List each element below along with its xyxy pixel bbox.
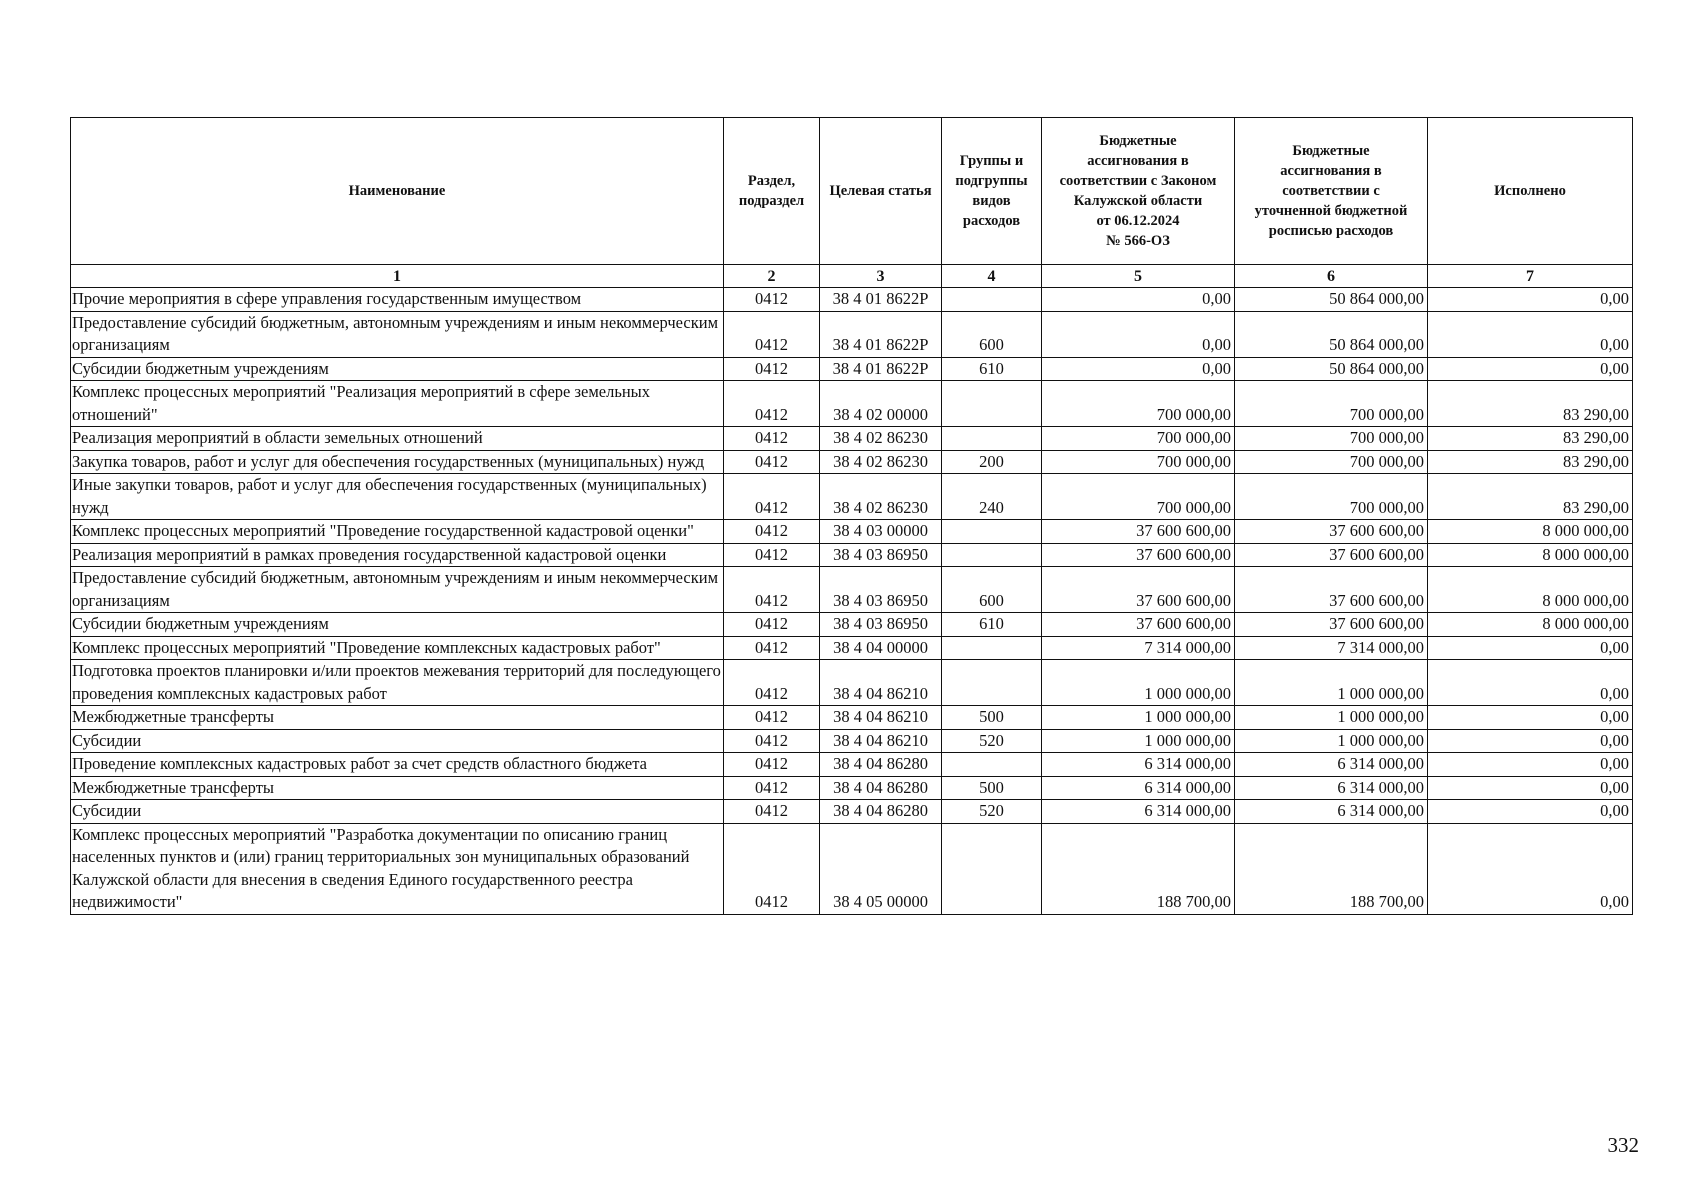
table-row xyxy=(71,381,1633,427)
row-plan-allocation: 1 000 000,00 xyxy=(1235,706,1428,730)
row-plan-allocation: 37 600 600,00 xyxy=(1235,543,1428,567)
row-plan-allocation: 1 000 000,00 xyxy=(1235,729,1428,753)
row-section: 0412 xyxy=(724,823,820,914)
row-plan-allocation: 188 700,00 xyxy=(1235,823,1428,914)
column-number: 3 xyxy=(820,265,942,288)
header-target: Целевая статья xyxy=(820,118,942,265)
row-executed: 83 290,00 xyxy=(1428,450,1633,474)
row-section: 0412 xyxy=(724,753,820,777)
table-row xyxy=(71,357,1633,381)
row-executed: 8 000 000,00 xyxy=(1428,567,1633,613)
row-target: 38 4 02 86230 xyxy=(820,450,942,474)
table-row xyxy=(71,311,1633,357)
row-executed: 0,00 xyxy=(1428,311,1633,357)
row-group: 610 xyxy=(942,613,1042,637)
page-number: 332 xyxy=(1607,1133,1639,1157)
row-name: Прочие мероприятия в сфере управления государственным имуществом xyxy=(71,288,724,312)
column-number: 7 xyxy=(1428,265,1633,288)
row-target: 38 4 01 8622Р xyxy=(820,357,942,381)
row-name: Субсидии бюджетным учреждениям xyxy=(71,357,724,381)
table-body xyxy=(71,288,1633,915)
row-target: 38 4 01 8622Р xyxy=(820,288,942,312)
table-row xyxy=(71,543,1633,567)
row-group: 520 xyxy=(942,800,1042,824)
row-target: 38 4 02 86230 xyxy=(820,474,942,520)
table-row xyxy=(71,427,1633,451)
row-law-allocation: 37 600 600,00 xyxy=(1042,613,1235,637)
row-group xyxy=(942,427,1042,451)
table-row xyxy=(71,613,1633,637)
column-number-row xyxy=(71,265,1633,288)
column-number: 4 xyxy=(942,265,1042,288)
row-target: 38 4 04 86210 xyxy=(820,729,942,753)
row-executed: 0,00 xyxy=(1428,660,1633,706)
row-target: 38 4 04 86280 xyxy=(820,776,942,800)
row-section: 0412 xyxy=(724,288,820,312)
row-group xyxy=(942,543,1042,567)
row-group xyxy=(942,288,1042,312)
row-target: 38 4 03 86950 xyxy=(820,613,942,637)
row-executed: 0,00 xyxy=(1428,753,1633,777)
row-section: 0412 xyxy=(724,474,820,520)
row-executed: 8 000 000,00 xyxy=(1428,543,1633,567)
row-section: 0412 xyxy=(724,450,820,474)
row-section: 0412 xyxy=(724,567,820,613)
row-section: 0412 xyxy=(724,357,820,381)
row-executed: 0,00 xyxy=(1428,800,1633,824)
row-target: 38 4 02 00000 xyxy=(820,381,942,427)
row-plan-allocation: 700 000,00 xyxy=(1235,474,1428,520)
row-name: Предоставление субсидий бюджетным, автономным учреждениям и иным некоммерческим организациям xyxy=(71,567,724,613)
row-name: Предоставление субсидий бюджетным, автономным учреждениям и иным некоммерческим организациям xyxy=(71,311,724,357)
row-target: 38 4 04 86210 xyxy=(820,706,942,730)
row-plan-allocation: 50 864 000,00 xyxy=(1235,357,1428,381)
table-row xyxy=(71,729,1633,753)
row-section: 0412 xyxy=(724,800,820,824)
row-executed: 0,00 xyxy=(1428,706,1633,730)
row-group xyxy=(942,753,1042,777)
row-plan-allocation: 6 314 000,00 xyxy=(1235,753,1428,777)
row-group: 600 xyxy=(942,567,1042,613)
row-group: 500 xyxy=(942,706,1042,730)
row-name: Комплекс процессных мероприятий "Проведение комплексных кадастровых работ" xyxy=(71,636,724,660)
row-name: Комплекс процессных мероприятий "Реализация мероприятий в сфере земельных отношений" xyxy=(71,381,724,427)
row-plan-allocation: 1 000 000,00 xyxy=(1235,660,1428,706)
column-number: 1 xyxy=(71,265,724,288)
table-row xyxy=(71,800,1633,824)
row-name: Подготовка проектов планировки и/или проектов межевания территорий для последующего проведения комплексных кадастровых работ xyxy=(71,660,724,706)
row-executed: 0,00 xyxy=(1428,636,1633,660)
row-name: Субсидии xyxy=(71,800,724,824)
row-executed: 83 290,00 xyxy=(1428,427,1633,451)
row-law-allocation: 1 000 000,00 xyxy=(1042,660,1235,706)
table-row xyxy=(71,660,1633,706)
row-executed: 83 290,00 xyxy=(1428,474,1633,520)
header-section: Раздел, подраздел xyxy=(724,118,820,265)
row-law-allocation: 37 600 600,00 xyxy=(1042,543,1235,567)
row-law-allocation: 7 314 000,00 xyxy=(1042,636,1235,660)
row-group xyxy=(942,636,1042,660)
row-plan-allocation: 37 600 600,00 xyxy=(1235,567,1428,613)
table-row xyxy=(71,753,1633,777)
row-target: 38 4 04 86280 xyxy=(820,753,942,777)
row-group xyxy=(942,520,1042,544)
row-target: 38 4 01 8622Р xyxy=(820,311,942,357)
row-section: 0412 xyxy=(724,381,820,427)
row-name: Проведение комплексных кадастровых работ за счет средств областного бюджета xyxy=(71,753,724,777)
row-law-allocation: 0,00 xyxy=(1042,357,1235,381)
row-target: 38 4 04 86280 xyxy=(820,800,942,824)
row-target: 38 4 04 86210 xyxy=(820,660,942,706)
row-law-allocation: 37 600 600,00 xyxy=(1042,520,1235,544)
row-law-allocation: 700 000,00 xyxy=(1042,450,1235,474)
row-plan-allocation: 37 600 600,00 xyxy=(1235,613,1428,637)
row-group: 520 xyxy=(942,729,1042,753)
column-number: 2 xyxy=(724,265,820,288)
row-section: 0412 xyxy=(724,706,820,730)
row-target: 38 4 03 86950 xyxy=(820,567,942,613)
row-section: 0412 xyxy=(724,427,820,451)
row-law-allocation: 188 700,00 xyxy=(1042,823,1235,914)
row-target: 38 4 03 86950 xyxy=(820,543,942,567)
row-plan-allocation: 7 314 000,00 xyxy=(1235,636,1428,660)
row-group: 610 xyxy=(942,357,1042,381)
row-executed: 8 000 000,00 xyxy=(1428,520,1633,544)
row-executed: 0,00 xyxy=(1428,823,1633,914)
header-name: Наименование xyxy=(71,118,724,265)
column-number: 5 xyxy=(1042,265,1235,288)
table-row xyxy=(71,636,1633,660)
row-plan-allocation: 50 864 000,00 xyxy=(1235,311,1428,357)
row-name: Реализация мероприятий в области земельных отношений xyxy=(71,427,724,451)
header-law-allocation: Бюджетные ассигнования в соответствии с Законом Калужской области от 06.12.2024 № 566-ОЗ xyxy=(1042,118,1235,265)
row-section: 0412 xyxy=(724,543,820,567)
row-section: 0412 xyxy=(724,613,820,637)
row-law-allocation: 6 314 000,00 xyxy=(1042,800,1235,824)
row-name: Реализация мероприятий в рамках проведения государственной кадастровой оценки xyxy=(71,543,724,567)
row-law-allocation: 700 000,00 xyxy=(1042,474,1235,520)
row-target: 38 4 03 00000 xyxy=(820,520,942,544)
row-name: Иные закупки товаров, работ и услуг для обеспечения государственных (муниципальных) нужд xyxy=(71,474,724,520)
row-executed: 0,00 xyxy=(1428,288,1633,312)
row-law-allocation: 6 314 000,00 xyxy=(1042,776,1235,800)
row-group xyxy=(942,823,1042,914)
row-executed: 0,00 xyxy=(1428,776,1633,800)
row-group: 200 xyxy=(942,450,1042,474)
table-row xyxy=(71,520,1633,544)
row-name: Комплекс процессных мероприятий "Проведение государственной кадастровой оценки" xyxy=(71,520,724,544)
table-row xyxy=(71,474,1633,520)
row-plan-allocation: 700 000,00 xyxy=(1235,381,1428,427)
row-law-allocation: 0,00 xyxy=(1042,311,1235,357)
header-executed: Исполнено xyxy=(1428,118,1633,265)
row-law-allocation: 0,00 xyxy=(1042,288,1235,312)
row-law-allocation: 37 600 600,00 xyxy=(1042,567,1235,613)
header-plan-allocation: Бюджетные ассигнования в соответствии с уточненной бюджетной росписью расходов xyxy=(1235,118,1428,265)
row-section: 0412 xyxy=(724,520,820,544)
row-section: 0412 xyxy=(724,776,820,800)
row-executed: 0,00 xyxy=(1428,357,1633,381)
row-group: 240 xyxy=(942,474,1042,520)
table-row xyxy=(71,450,1633,474)
row-group xyxy=(942,660,1042,706)
row-executed: 0,00 xyxy=(1428,729,1633,753)
row-plan-allocation: 700 000,00 xyxy=(1235,450,1428,474)
header-group: Группы и подгруппы видов расходов xyxy=(942,118,1042,265)
row-section: 0412 xyxy=(724,636,820,660)
row-name: Субсидии xyxy=(71,729,724,753)
row-section: 0412 xyxy=(724,660,820,706)
row-name: Закупка товаров, работ и услуг для обеспечения государственных (муниципальных) нужд xyxy=(71,450,724,474)
header-row xyxy=(71,118,1633,265)
row-plan-allocation: 700 000,00 xyxy=(1235,427,1428,451)
row-target: 38 4 02 86230 xyxy=(820,427,942,451)
row-plan-allocation: 6 314 000,00 xyxy=(1235,800,1428,824)
row-name: Комплекс процессных мероприятий "Разработка документации по описанию границ населенных пунктов и (или) границ территориальных зон муниципальных образований Калужской области для внесения в сведения Единого государственного реестра недвижимости" xyxy=(71,823,724,914)
row-group xyxy=(942,381,1042,427)
table-row xyxy=(71,288,1633,312)
row-target: 38 4 04 00000 xyxy=(820,636,942,660)
row-executed: 8 000 000,00 xyxy=(1428,613,1633,637)
row-law-allocation: 700 000,00 xyxy=(1042,381,1235,427)
row-executed: 83 290,00 xyxy=(1428,381,1633,427)
row-name: Межбюджетные трансферты xyxy=(71,706,724,730)
column-number: 6 xyxy=(1235,265,1428,288)
row-group: 600 xyxy=(942,311,1042,357)
row-plan-allocation: 6 314 000,00 xyxy=(1235,776,1428,800)
row-plan-allocation: 37 600 600,00 xyxy=(1235,520,1428,544)
row-plan-allocation: 50 864 000,00 xyxy=(1235,288,1428,312)
table-row xyxy=(71,567,1633,613)
table-row xyxy=(71,706,1633,730)
budget-table xyxy=(70,117,1633,915)
row-name: Субсидии бюджетным учреждениям xyxy=(71,613,724,637)
table-row xyxy=(71,823,1633,914)
row-name: Межбюджетные трансферты xyxy=(71,776,724,800)
row-law-allocation: 1 000 000,00 xyxy=(1042,729,1235,753)
row-target: 38 4 05 00000 xyxy=(820,823,942,914)
row-section: 0412 xyxy=(724,311,820,357)
row-law-allocation: 1 000 000,00 xyxy=(1042,706,1235,730)
table-row xyxy=(71,776,1633,800)
row-law-allocation: 700 000,00 xyxy=(1042,427,1235,451)
row-law-allocation: 6 314 000,00 xyxy=(1042,753,1235,777)
row-group: 500 xyxy=(942,776,1042,800)
row-section: 0412 xyxy=(724,729,820,753)
